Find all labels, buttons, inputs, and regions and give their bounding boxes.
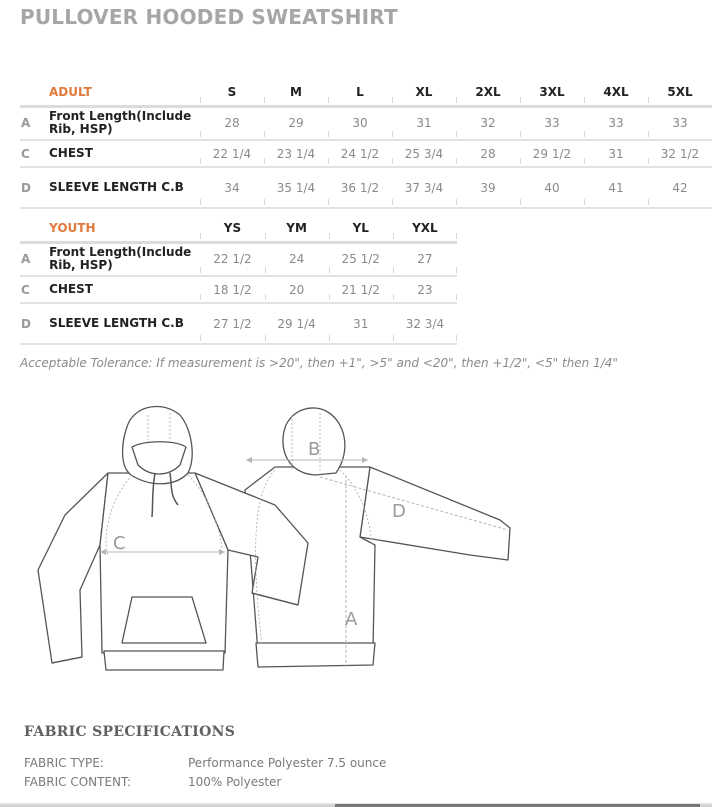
label-c: C [113, 533, 126, 554]
cell-value: 27 1/2 [200, 303, 264, 344]
table-row [20, 303, 457, 344]
adult-header-row [20, 80, 712, 106]
label-d: D [392, 501, 406, 522]
cell-value: 42 [648, 167, 712, 208]
hoodie-measurement-diagram [30, 395, 530, 685]
cell-value: 23 [393, 276, 457, 303]
cell-value: 32 3/4 [393, 303, 457, 344]
measure-label: SLEEVE LENGTH C.B [49, 316, 184, 330]
measure-code: A [21, 116, 31, 131]
label-a: A [345, 609, 358, 630]
table-row [20, 167, 712, 208]
cell-value: 24 [265, 242, 329, 276]
size-header-3xl: 3XL [520, 80, 584, 106]
size-header-5xl: 5XL [648, 80, 712, 106]
cell-value: 27 [393, 242, 457, 276]
cell-value: 40 [520, 167, 584, 208]
fabric-content-row [24, 775, 281, 789]
cell-value: 33 [584, 106, 648, 140]
measure-label: SLEEVE LENGTH C.B [49, 180, 184, 194]
size-header-4xl: 4XL [584, 80, 648, 106]
measure-label: Front Length(Include Rib, HSP) [49, 245, 192, 273]
size-header-l: L [328, 80, 392, 106]
fabric-type-value: Performance Polyester 7.5 ounce [188, 756, 387, 770]
cell-value: 22 1/2 [200, 242, 264, 276]
cell-value: 25 1/2 [329, 242, 393, 276]
size-header-yxl: YXL [393, 216, 457, 242]
cell-value: 18 1/2 [200, 276, 264, 303]
cell-value: 37 3/4 [392, 167, 456, 208]
fabric-specs-heading: FABRIC SPECIFICATIONS [24, 724, 236, 740]
cell-value: 36 1/2 [328, 167, 392, 208]
cell-value: 30 [328, 106, 392, 140]
cell-value: 41 [584, 167, 648, 208]
cell-value: 33 [648, 106, 712, 140]
measure-label: Front Length(Include Rib, HSP) [49, 109, 192, 137]
measure-label: CHEST [49, 146, 93, 160]
size-header-xl: XL [392, 80, 456, 106]
cell-value: 29 1/4 [265, 303, 329, 344]
cell-value: 20 [265, 276, 329, 303]
fabric-type-label: FABRIC TYPE: [24, 756, 104, 770]
table-row [20, 242, 457, 276]
cell-value: 32 [456, 106, 520, 140]
adult-group-label: ADULT [49, 85, 92, 100]
fabric-content-label: FABRIC CONTENT: [24, 775, 132, 789]
youth-header-row [20, 216, 457, 242]
size-header-ym: YM [265, 216, 329, 242]
measure-code: C [21, 146, 30, 161]
measure-code: D [21, 180, 31, 195]
cell-value: 28 [200, 106, 264, 140]
measure-label: CHEST [49, 282, 93, 296]
youth-group-label: YOUTH [49, 221, 96, 236]
cell-value: 25 3/4 [392, 140, 456, 167]
cell-value: 33 [520, 106, 584, 140]
cell-value: 31 [392, 106, 456, 140]
cell-value: 34 [200, 167, 264, 208]
fabric-content-value: 100% Polyester [188, 775, 282, 789]
measure-code: C [21, 282, 30, 297]
measure-code: D [21, 316, 31, 331]
label-b: B [308, 439, 321, 460]
code-header [20, 216, 49, 242]
cell-value: 22 1/4 [200, 140, 264, 167]
cell-value: 23 1/4 [264, 140, 328, 167]
cell-value: 32 1/2 [648, 140, 712, 167]
size-header-yl: YL [329, 216, 393, 242]
size-header-2xl: 2XL [456, 80, 520, 106]
table-row [20, 140, 712, 167]
fabric-type-row [24, 756, 386, 770]
adult-size-table [20, 80, 712, 209]
size-header-s: S [200, 80, 264, 106]
cell-value: 28 [456, 140, 520, 167]
tolerance-note: Acceptable Tolerance: If measurement is >20", then +1", >5" and <20", then +1/2", <5" then 1/4" [20, 356, 618, 370]
cell-value: 39 [456, 167, 520, 208]
youth-size-table [20, 216, 457, 345]
table-row [20, 276, 457, 303]
cell-value: 31 [584, 140, 648, 167]
size-header-ys: YS [200, 216, 264, 242]
code-header [20, 80, 49, 106]
cell-value: 31 [329, 303, 393, 344]
cell-value: 24 1/2 [328, 140, 392, 167]
cell-value: 29 1/2 [520, 140, 584, 167]
cell-value: 29 [264, 106, 328, 140]
measure-code: A [21, 252, 31, 267]
table-row [20, 106, 712, 140]
page-title: PULLOVER HOODED SWEATSHIRT [20, 5, 398, 29]
cell-value: 35 1/4 [264, 167, 328, 208]
cell-value: 21 1/2 [329, 276, 393, 303]
size-header-m: M [264, 80, 328, 106]
